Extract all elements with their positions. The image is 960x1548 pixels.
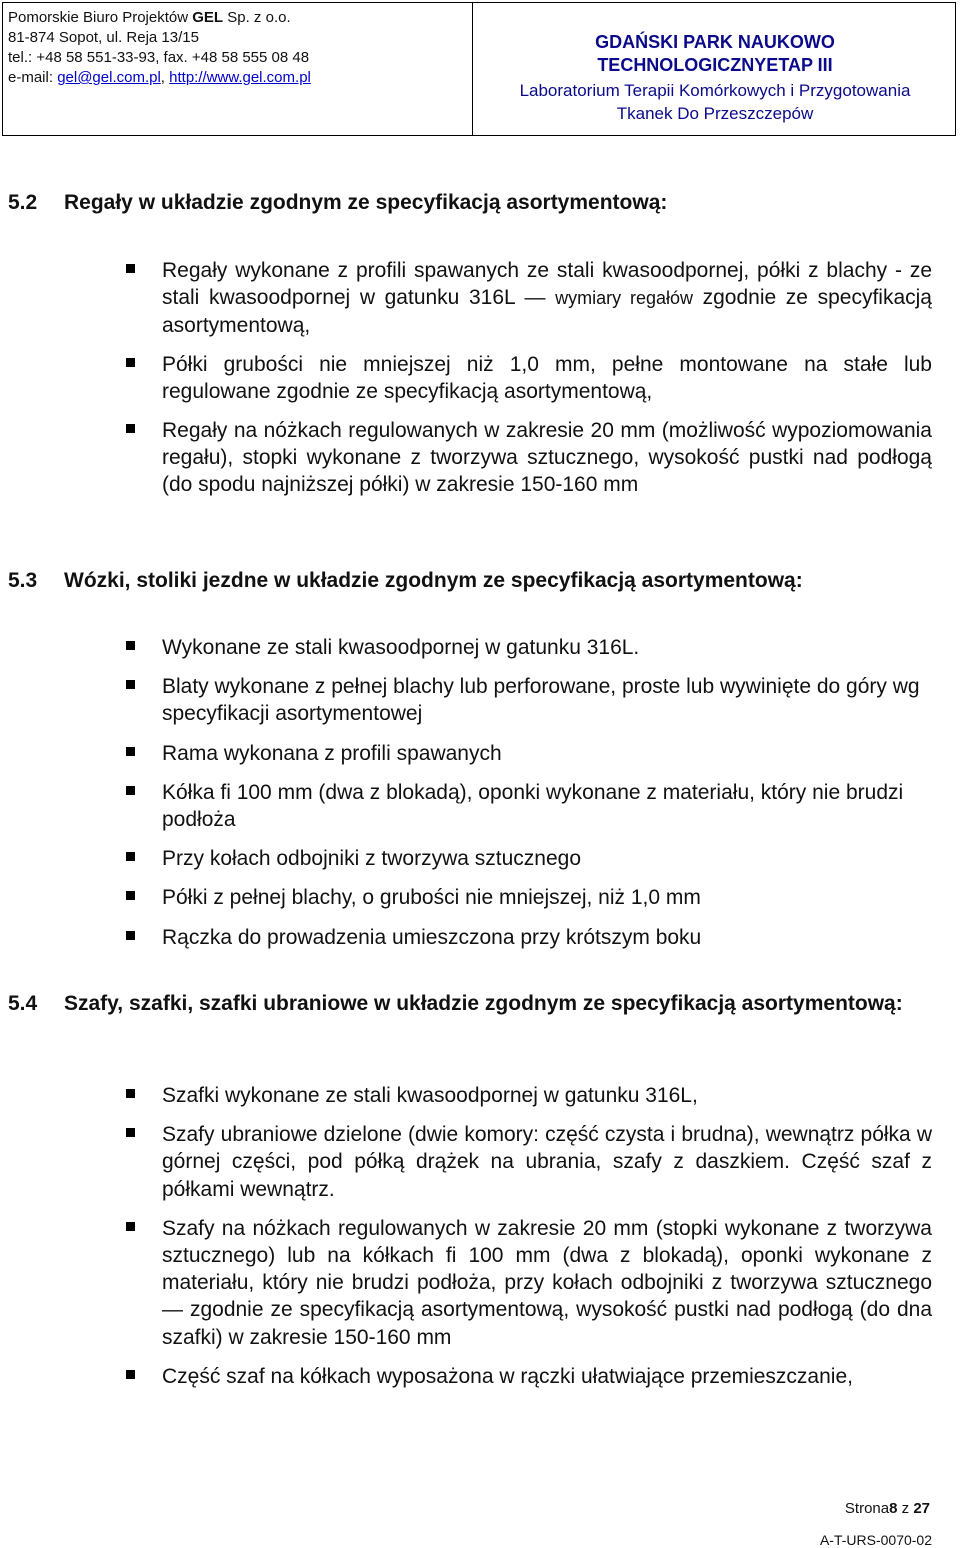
- list-item: Rączka do prowadzenia umieszczona przy krótszym boku: [0, 924, 932, 951]
- list-item: Regały wykonane z profili spawanych ze stali kwasoodpornej, półki z blachy - ze stali kwasoodpornej w gatunku 316L — wymiary regałów zgodnie ze specyfikacją asortymentową,: [0, 257, 932, 340]
- bullet-square-icon: [126, 680, 135, 689]
- section-5-3-list: [0, 634, 932, 951]
- list-item: Regały na nóżkach regulowanych w zakresie 20 mm (możliwość wypoziomowania regału), stopki wykonane z tworzywa sztucznego, wysokość pustki nad podłogą (do spodu najniższej półki) w zakresie 150-160 mm: [0, 417, 932, 499]
- bullet-square-icon: [126, 852, 135, 861]
- institution-name-line2: TECHNOLOGICZNYETAP III: [597, 55, 833, 75]
- list-item: Szafki wykonane ze stali kwasoodpornej w gatunku 316L,: [0, 1082, 932, 1109]
- section-number: 5.2: [8, 191, 38, 214]
- section-title: Regały w układzie zgodnym ze specyfikacją asortymentową:: [64, 191, 668, 214]
- list-item: Szafy ubraniowe dzielone (dwie komory: część czysta i brudna), wewnątrz półka w górnej części, pod półką drążek na ubrania, szafy z daszkiem. Część szaf z półkami wewnątrz.: [0, 1121, 932, 1203]
- company-contact: e-mail: gel@gel.com.pl, http://www.gel.com.pl: [8, 69, 311, 86]
- list-item: Przy kołach odbojniki z tworzywa sztucznego: [0, 845, 932, 872]
- list-item: Rama wykonana z profili spawanych: [0, 740, 932, 767]
- section-5-4-heading: [8, 990, 924, 1017]
- section-title: Szafy, szafki, szafki ubraniowe w układzie zgodnym ze specyfikacją asortymentową:: [64, 992, 903, 1015]
- section-5-3-heading: [8, 567, 803, 594]
- section-5-2-list: [0, 257, 932, 499]
- list-item: Wykonane ze stali kwasoodpornej w gatunku 316L.: [0, 634, 932, 661]
- bullet-square-icon: [126, 264, 135, 273]
- list-item: Blaty wykonane z pełnej blachy lub perforowane, proste lub wywinięte do góry wg specyfikacji asortymentowej: [0, 673, 932, 727]
- bullet-square-icon: [126, 641, 135, 650]
- list-item: Szafy na nóżkach regulowanych w zakresie 20 mm (stopki wykonane z tworzywa sztucznego) lub na kółkach fi 100 mm (dwa z blokadą), oponki wykonane z materiału, który nie brudzi podłoża, przy kołach odbojniki z tworzywa sztucznego — zgodnie ze specyfikacją asortymentową, wysokość pustki nad podłogą (do dna szafki) w zakresie 150-160 mm: [0, 1215, 932, 1351]
- company-name: Pomorskie Biuro Projektów GEL Sp. z o.o.: [8, 9, 291, 26]
- bullet-square-icon: [126, 1222, 135, 1231]
- bullet-square-icon: [126, 747, 135, 756]
- bullet-square-icon: [126, 1089, 135, 1098]
- institution-name-line1: GDAŃSKI PARK NAUKOWO: [595, 32, 835, 52]
- list-item: Kółka fi 100 mm (dwa z blokadą), oponki wykonane z materiału, który nie brudzi podłoża: [0, 779, 932, 833]
- website-link[interactable]: http://www.gel.com.pl: [169, 69, 311, 86]
- bullet-square-icon: [126, 891, 135, 900]
- bullet-square-icon: [126, 358, 135, 367]
- lab-name-line2: Tkanek Do Przeszczepów: [616, 104, 814, 123]
- section-number: 5.4: [8, 992, 38, 1015]
- company-phone: tel.: +48 58 551-33-93, fax. +48 58 555 08 48: [8, 49, 310, 66]
- document-code: A-T-URS-0070-02: [819, 1532, 932, 1548]
- section-title: Wózki, stoliki jezdne w układzie zgodnym ze specyfikacją asortymentową:: [64, 569, 803, 592]
- section-5-2-heading: [8, 189, 667, 216]
- bullet-square-icon: [126, 1128, 135, 1137]
- list-item: Półki z pełnej blachy, o grubości nie mniejszej, niż 1,0 mm: [0, 884, 932, 911]
- institution-info: [473, 3, 957, 135]
- email-link[interactable]: gel@gel.com.pl: [57, 69, 161, 86]
- page-header: [2, 2, 956, 136]
- company-address: 81-874 Sopot, ul. Reja 13/15: [8, 29, 199, 46]
- page-number: Strona8 z 27: [844, 1500, 930, 1517]
- section-5-4-list: [0, 1082, 932, 1390]
- company-info: [3, 3, 473, 135]
- list-item: Półki grubości nie mniejszej niż 1,0 mm, pełne montowane na stałe lub regulowane zgodnie ze specyfikacją asortymentową,: [0, 351, 932, 405]
- bullet-square-icon: [126, 424, 135, 433]
- bullet-square-icon: [126, 931, 135, 940]
- lab-name-line1: Laboratorium Terapii Komórkowych i Przygotowania: [519, 81, 911, 100]
- section-number: 5.3: [8, 569, 38, 592]
- bullet-square-icon: [126, 1370, 135, 1379]
- list-item: Część szaf na kółkach wyposażona w rączki ułatwiające przemieszczanie,: [0, 1363, 932, 1390]
- bullet-square-icon: [126, 786, 135, 795]
